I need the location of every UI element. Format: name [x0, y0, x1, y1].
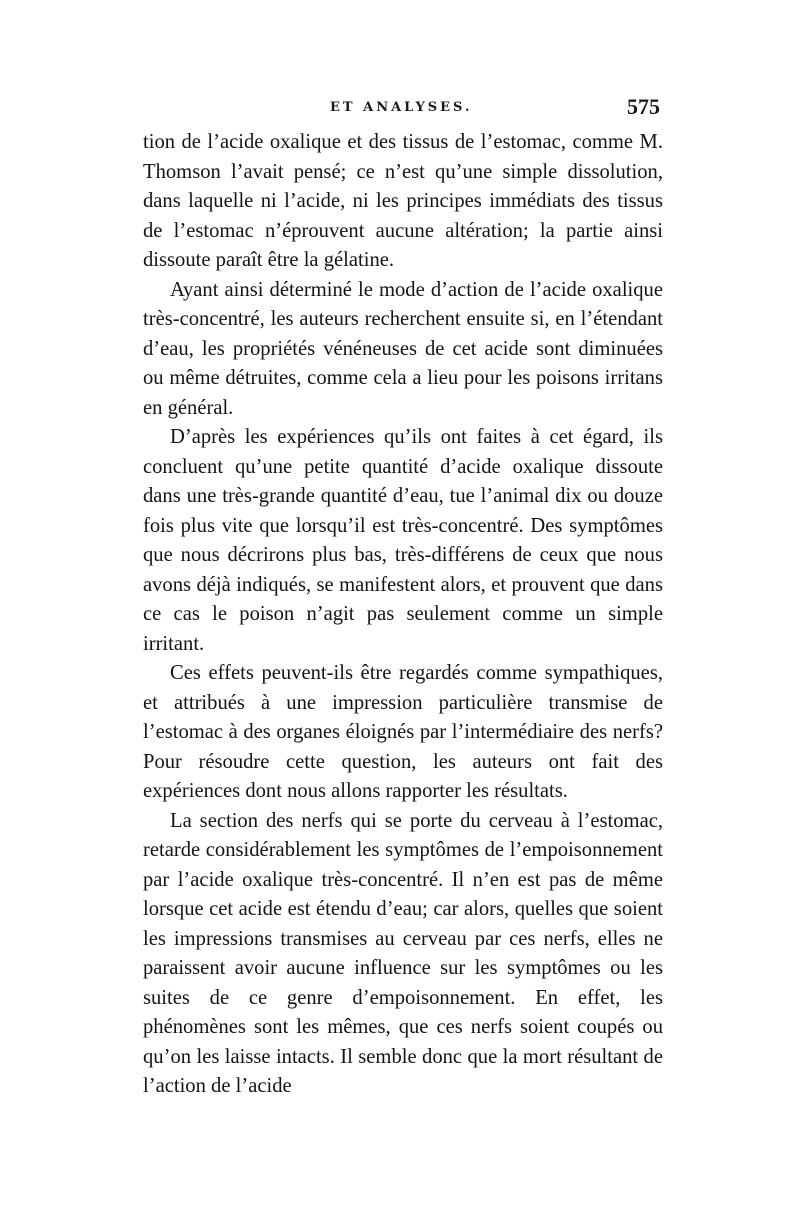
page-number: 575	[627, 94, 660, 119]
running-title: ET ANALYSES.	[330, 100, 473, 115]
paragraph: D’après les expériences qu’ils ont faites à cet égard, ils concluent qu’une petite quantité d’acide oxalique dissoute dans une très-grande quantité d’eau, tue l’animal dix ou douze fois plus vite que lorsqu’il est très-concentré. Des symptômes que nous décrirons plus bas, très-différens de ceux que nous avons déjà indiqués, se manifestent alors, et prouvent que dans ce cas le poison n’agit pas seulement comme un simple irritant.	[143, 426, 663, 655]
paragraph: Ces effets peuvent-ils être regardés comme sympathiques, et attribués à une impression particulière transmise de l’estomac à des organes éloignés par l’intermédiaire des nerfs? Pour résoudre cette question, les auteurs ont fait des expériences dont nous allons rapporter les résultats.	[143, 662, 663, 802]
running-head	[140, 94, 660, 124]
body-text	[143, 128, 663, 1102]
paragraph-continuation: tion de l’acide oxalique et des tissus de l’estomac, comme M. Thomson l’avait pensé; ce n’est qu’une simple dissolution, dans laquelle ni l’acide, ni les principes immédiats des tissus de l’estomac n’éprouvent aucune altération; la partie ainsi dissoute paraît être la gélatine.	[143, 131, 663, 271]
paragraph: La section des nerfs qui se porte du cerveau à l’estomac, retarde considérablement les symptômes de l’empoisonnement par l’acide oxalique très-concentré. Il n’en est pas de même lorsque cet acide est étendu d’eau; car alors, quelles que soient les impressions transmises au cerveau par ces nerfs, elles ne paraissent avoir aucune influence sur les symptômes ou les suites de ce genre d’empoisonnement. En effet, les phénomènes sont les mêmes, que ces nerfs soient coupés ou qu’on les laisse intacts. Il semble donc que la mort résultant de l’action de l’acide	[143, 809, 663, 1097]
paragraph: Ayant ainsi déterminé le mode d’action de l’acide oxalique très-concentré, les auteurs recherchent ensuite si, en l’étendant d’eau, les propriétés vénéneuses de cet acide sont diminuées ou même détruites, comme cela a lieu pour les poisons irritans en général.	[143, 278, 663, 419]
